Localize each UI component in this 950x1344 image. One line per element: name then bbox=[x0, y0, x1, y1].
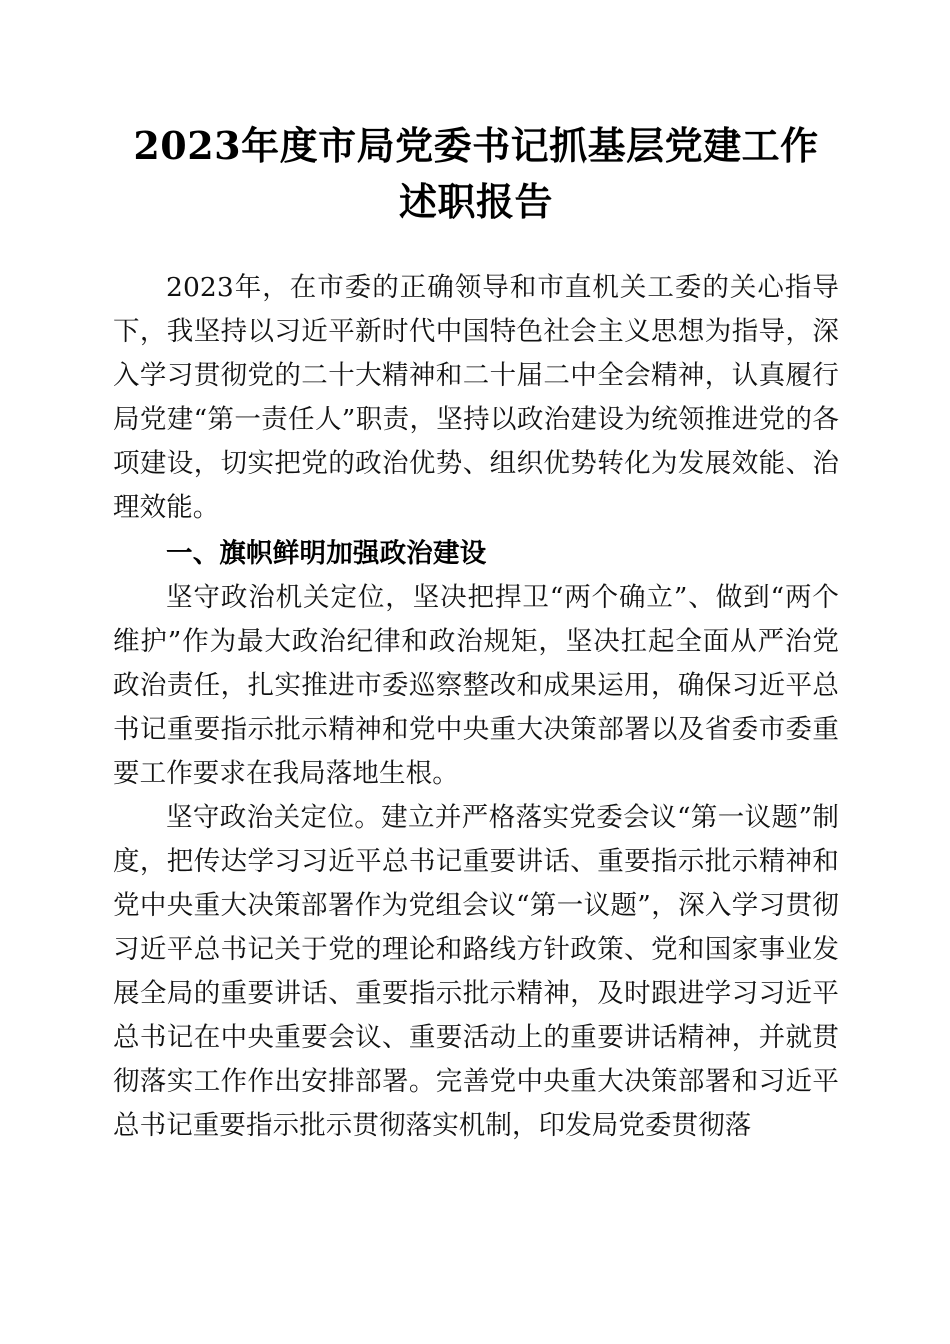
page-title: 2023年度市局党委书记抓基层党建工作述职报告 bbox=[133, 123, 819, 224]
intro-paragraph: 2023年，在市委的正确领导和市直机关工委的关心指导下，我坚持以习近平新时代中国特色社会主义思想为指导，深入学习贯彻党的二十大精神和二十届二中全会精神，认真履行局党建“第一责任人”职责，坚持以政治建设为统领推进党的各项建设，切实把党的政治优势、组织优势转化为发展效能、治理效能。 bbox=[113, 272, 839, 523]
section-heading-1: 一、旗帜鲜明加强政治建设 bbox=[166, 538, 487, 569]
section-1-paragraph-2: 坚守政治关定位。建立并严格落实党委会议“第一议题”制度，把传达学习习近平总书记重要讲话、重要指示批示精神和党中央重大决策部署作为党组会议“第一议题”，深入学习贯彻习近平总书记关于党的理论和路线方针政策、党和国家事业发展全局的重要讲话、重要指示批示精神，及时跟进学习习近平总书记在中央重要会议、重要活动上的重要讲话精神，并就贯彻落实工作作出安排部署。完善党中央重大决策部署和习近平总书记重要指示批示贯彻落实机制，印发局党委贯彻落 bbox=[113, 802, 839, 1141]
section-1-paragraph-1: 坚守政治机关定位，坚决把捍卫“两个确立”、做到“两个维护”作为最大政治纪律和政治规矩，坚决扛起全面从严治党政治责任，扎实推进市委巡察整改和成果运用，确保习近平总书记重要指示批示精神和党中央重大决策部署以及省委市委重要工作要求在我局落地生根。 bbox=[113, 582, 839, 789]
document-content bbox=[113, 118, 839, 1148]
title-body-spacer bbox=[113, 230, 839, 266]
